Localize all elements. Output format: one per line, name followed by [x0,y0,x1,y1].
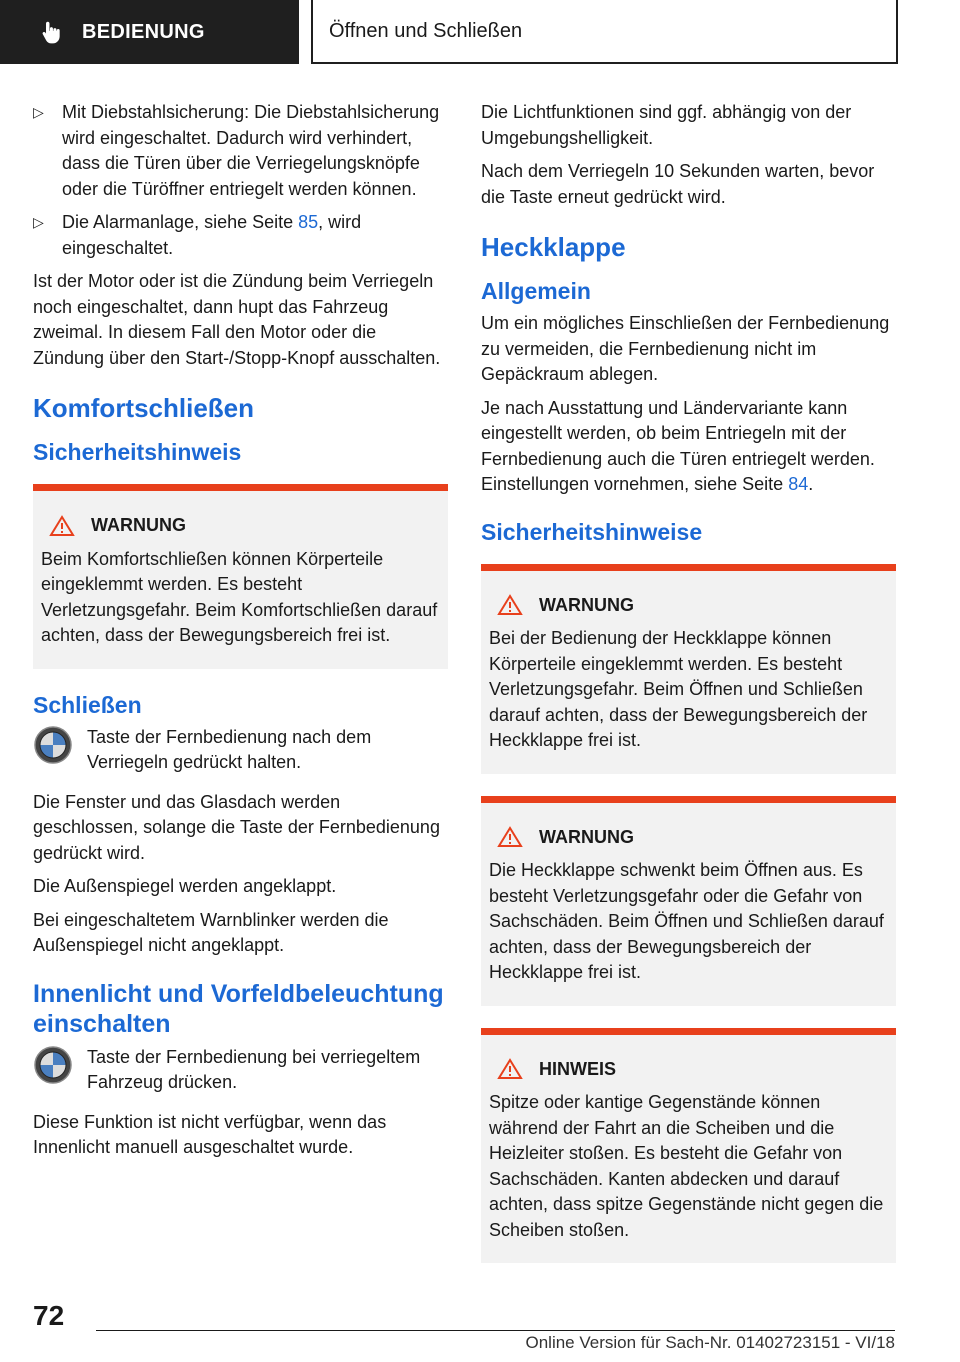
paragraph: Bei eingeschaltetem Warnblinker werden die Außenspiegel nicht angeklappt. [33,909,389,955]
page-header [0,0,960,66]
warning-text: Die Heckklappe schwenkt beim Öffnen aus. Es besteht Verletzungsgefahr oder die Gefahr von Sachschäden. Beim Öffnen und Schließen darauf achten, dass der Bewegungsbereich der Heckklappe frei ist. [489,860,884,982]
warning-title: WARNUNG [539,594,634,615]
bullet-triangle-icon: ▷ [33,214,44,230]
list-item: ▷ Mit Diebstahlsicherung: Die Diebstahlsicherung wird eingeschaltet. Dadurch wird verhindert, dass die Türen über die Verriegelungsknöpfe oder die Türöffner entriegelt werden können. [33,102,440,199]
section-tab [0,0,299,64]
warning-box [33,484,448,669]
notice-box [481,1028,896,1264]
page-link-85[interactable]: 85 [298,212,319,232]
heading-innenlicht: Innenlicht und Vorfeldbeleuchtung einschalten [33,979,444,1038]
notice-title: HINWEIS [539,1058,617,1079]
paragraph: Die Außenspiegel werden angeklappt. [33,876,337,896]
heading-heckklappe: Heckklappe [481,232,626,262]
chapter-title: Öffnen und Schließen [329,19,523,42]
list-item: ▷ Die Alarmanlage, siehe Seite 85, wird eingeschaltet. [33,212,362,258]
warning-text: Beim Komfortschließen können Körperteile eingeklemmt werden. Es besteht Verletzungsgefahr. Beim Komfortschließen darauf achten, dass der Bewegungsbereich frei ist. [41,548,438,645]
page-number: 72 [33,1300,65,1331]
bmw-key-icon [33,725,73,765]
footer-online-version: Online Version für Sach-Nr. 01402723151 - VI/18 [525,1333,895,1352]
footer-divider [96,1330,895,1331]
warning-triangle-icon [497,826,523,848]
warning-triangle-icon [49,515,75,537]
notice-text: Spitze oder kantige Gegenstände können während der Fahrt an die Scheiben und die Heizleiter stoßen. Es besteht die Gefahr von Sachschäden. Kanten abdecken und darauf achten, dass spitze Gegenstände nicht gegen die Scheiben stoßen. [489,1092,884,1240]
heading-schliessen: Schließen [33,691,142,718]
paragraph: Diese Funktion ist nicht verfügbar, wenn das Innenlicht manuell ausgeschaltet wurde. [33,1111,387,1157]
hand-pointer-icon [38,19,64,45]
paragraph: Die Fenster und das Glasdach werden geschlossen, solange die Taste der Fernbedienung gedrückt wird. [33,791,440,863]
key-instruction: Taste der Fernbedienung bei verriegeltem Fahrzeug drücken. [33,1045,448,1096]
paragraph: Ist der Motor oder ist die Zündung beim Verriegeln noch eingeschaltet, dann hupt das Fahrzeug zweimal. In diesem Fall den Motor oder die Zündung über den Start-/Stopp-Knopf ausschalten. [33,271,441,368]
warning-text: Bei der Bedienung der Heckklappe können Körperteile eingeklemmt werden. Es besteht Verletzungsgefahr. Beim Öffnen und Schließen darauf achten, dass der Bewegungsbereich der Heckklappe frei ist. [489,628,868,750]
warning-box [481,796,896,1006]
left-column [33,100,448,1169]
right-column [481,100,896,1285]
chapter-tab [311,0,898,64]
warning-triangle-icon [497,1058,523,1080]
bullet-triangle-icon: ▷ [33,104,44,120]
page-link-84[interactable]: 84 [788,474,809,494]
warning-title: WARNUNG [91,515,186,535]
heading-allgemein: Allgemein [481,278,591,304]
paragraph: Nach dem Verriegeln 10 Sekunden warten, bevor die Taste erneut gedrückt wird. [481,161,875,207]
heading-sicherheitshinweise: Sicherheitshinweise [481,518,703,545]
warning-triangle-icon [497,594,523,616]
paragraph: Die Lichtfunktionen sind ggf. abhängig von der Umgebungshelligkeit. [481,102,852,148]
warning-box [481,564,896,774]
warning-title: WARNUNG [539,826,634,847]
bmw-key-icon [33,1045,73,1085]
heading-komfortschliessen: Komfortschließen [33,393,255,423]
heading-sicherheitshinweis: Sicherheitshinweis [33,439,242,465]
section-title: BEDIENUNG [82,20,205,43]
paragraph: Um ein mögliches Einschließen der Fernbedienung zu vermeiden, die Fernbedienung nicht im Gepäckraum ablegen. [481,313,890,384]
key-instruction: Taste der Fernbedienung nach dem Verriegeln gedrückt halten. [33,725,448,776]
paragraph: Je nach Ausstattung und Ländervariante kann eingestellt werden, ob beim Entriegeln mit der Fernbedienung auch die Türen entriegelt werden. Einstellungen vornehmen, siehe Seite 84. [481,397,875,494]
